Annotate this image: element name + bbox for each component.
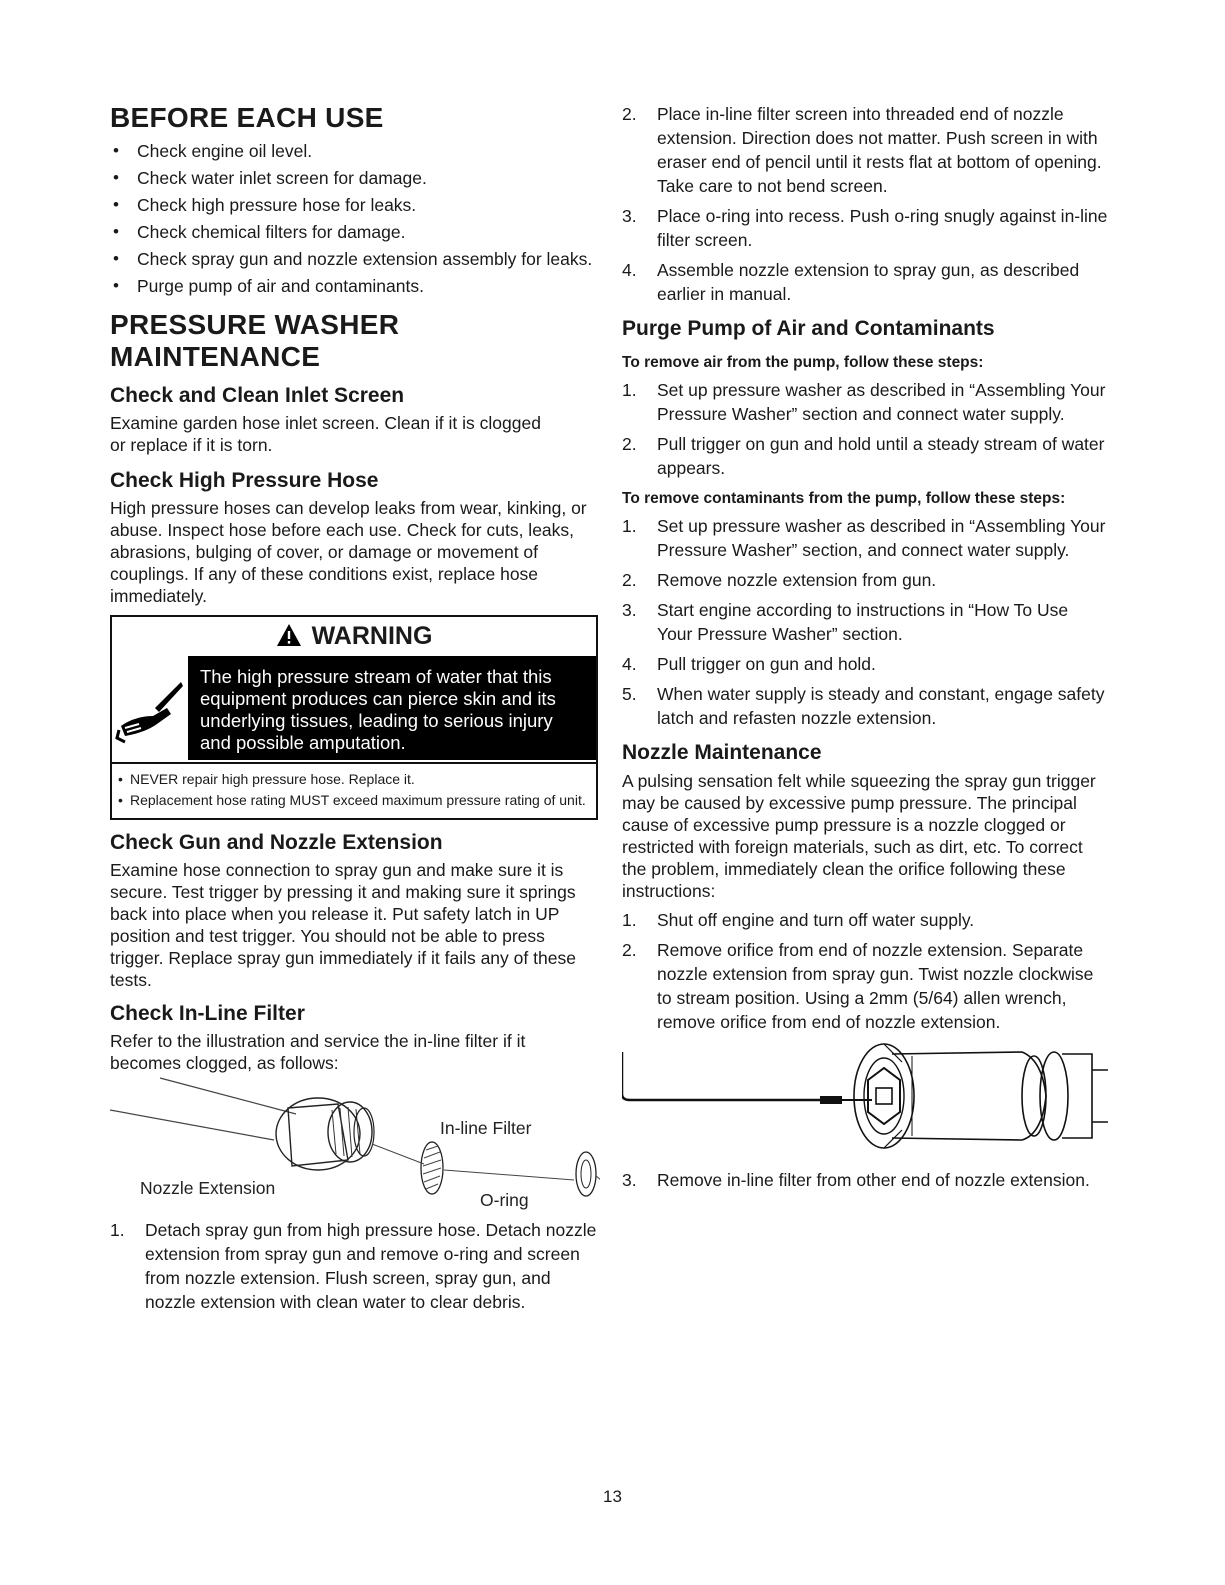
list-item: • Check water inlet screen for damage. bbox=[113, 168, 427, 188]
list-item: 3. Start engine according to instructions in “How To Use Your Pressure Washer” section. bbox=[622, 600, 1069, 644]
nozzle-orifice-diagram bbox=[622, 1040, 1108, 1158]
list-item: 4. Assemble nozzle extension to spray gun, as described earlier in manual. bbox=[622, 260, 1080, 304]
list-item: 3. Place o-ring into recess. Push o-ring snugly against in-line filter screen. bbox=[622, 206, 1108, 250]
list-item: 2. Place in-line filter screen into threaded end of nozzle extension. Direction does not matter. Push screen in with eraser end of pencil until it rests flat at bottom of opening. Take care to not bend screen. bbox=[622, 104, 1102, 196]
page-number: 13 bbox=[603, 1487, 622, 1506]
bullet-icon: • bbox=[113, 195, 119, 214]
inline-filter-illustration bbox=[110, 1074, 600, 1210]
warning-list-item: • Replacement hose rating MUST exceed maximum pressure rating of unit. bbox=[118, 792, 586, 808]
nozzle-maintenance-steps bbox=[622, 908, 1108, 1034]
warning-list bbox=[112, 762, 596, 818]
warning-box bbox=[110, 615, 598, 820]
inline-filter-steps bbox=[110, 1218, 600, 1314]
remove-air-steps bbox=[622, 378, 1108, 480]
list-item: 5. When water supply is steady and constant, engage safety latch and refasten nozzle extension. bbox=[622, 684, 1105, 728]
purge-pump-heading: Purge Pump of Air and Contaminants bbox=[622, 317, 995, 340]
injection-hazard-icon bbox=[112, 656, 188, 760]
inline-filter-heading: Check In-Line Filter bbox=[110, 1002, 305, 1025]
remove-air-subheading: To remove air from the pump, follow these steps: bbox=[622, 354, 984, 371]
gun-nozzle-text: Examine hose connection to spray gun and make sure it is secure. Test trigger by pressing it and making sure it springs back into place when you release it. Put safety latch in UP position and test trigger. You should not be able to press trigger. Replace spray gun immediately if it fails any of these tests. bbox=[110, 860, 576, 990]
inline-filter-text: Refer to the illustration and service the in-line filter if it becomes clogged, as follows: bbox=[110, 1031, 526, 1073]
bullet-icon: • bbox=[113, 249, 119, 268]
right-column bbox=[622, 96, 1108, 1198]
inlet-screen-heading: Check and Clean Inlet Screen bbox=[110, 384, 405, 407]
oring-label: O-ring bbox=[480, 1190, 529, 1210]
warning-triangle-icon bbox=[276, 622, 302, 656]
list-item: 1. Shut off engine and turn off water supply. bbox=[622, 910, 975, 930]
bullet-icon: • bbox=[118, 792, 123, 808]
nozzle-extension-label: Nozzle Extension bbox=[140, 1178, 276, 1198]
warning-body bbox=[112, 656, 596, 760]
nozzle-maintenance-steps-continued bbox=[622, 1168, 1108, 1192]
list-item: 1. Set up pressure washer as described in “Assembling Your Pressure Washer” section and connect water supply. bbox=[622, 380, 1106, 424]
maintenance-heading: PRESSURE WASHER MAINTENANCE bbox=[110, 309, 400, 372]
list-item: 4. Pull trigger on gun and hold. bbox=[622, 654, 876, 674]
inline-filter-label: In-line Filter bbox=[440, 1118, 532, 1138]
high-pressure-hose-text: High pressure hoses can develop leaks from wear, kinking, or abuse. Inspect hose before each use. Check for cuts, leaks, abrasions, bulging of cover, or damage or movement of couplings. If any of these conditions exist, replace hose immediately. bbox=[110, 498, 587, 606]
bullet-icon: • bbox=[118, 771, 123, 787]
bullet-icon: • bbox=[113, 276, 119, 295]
inline-filter-steps-continued bbox=[622, 102, 1108, 306]
gun-nozzle-heading: Check Gun and Nozzle Extension bbox=[110, 831, 443, 854]
list-item: • Check chemical filters for damage. bbox=[113, 222, 406, 242]
warning-list-item: • NEVER repair high pressure hose. Replace it. bbox=[118, 771, 415, 787]
list-item: 3. Remove in-line filter from other end of nozzle extension. bbox=[622, 1170, 1090, 1190]
warning-title: WARNING bbox=[112, 617, 596, 656]
list-item: 1. Set up pressure washer as described in “Assembling Your Pressure Washer” section, and connect water supply. bbox=[622, 516, 1106, 560]
list-item: • Check engine oil level. bbox=[113, 141, 313, 161]
nozzle-maintenance-text: A pulsing sensation felt while squeezing the spray gun trigger may be caused by excessive pump pressure. The principal cause of excessive pump pressure is a nozzle clogged or restricted with foreign materials, such as dirt, etc. To correct the problem, immediately clean the orifice following these instructions: bbox=[622, 771, 1096, 901]
warning-text: The high pressure stream of water that this equipment produces can pierce skin and its underlying tissues, leading to serious injury and possible amputation. bbox=[188, 656, 596, 760]
list-item: 2. Remove nozzle extension from gun. bbox=[622, 570, 937, 590]
before-each-use-heading: BEFORE EACH USE bbox=[110, 102, 384, 133]
list-item: 2. Remove orifice from end of nozzle extension. Separate nozzle extension from spray gun. Twist nozzle clockwise to stream position. Using a 2mm (5/64) allen wrench, remove orifice from end of nozzle extension. bbox=[622, 940, 1094, 1032]
list-item: • Check high pressure hose for leaks. bbox=[113, 195, 417, 215]
list-item: 2. Pull trigger on gun and hold until a steady stream of water appears. bbox=[622, 434, 1105, 478]
bullet-icon: • bbox=[113, 222, 119, 241]
high-pressure-hose-heading: Check High Pressure Hose bbox=[110, 469, 379, 492]
list-item: • Check spray gun and nozzle extension assembly for leaks. bbox=[113, 249, 593, 269]
left-column bbox=[110, 96, 600, 1320]
before-each-use-list bbox=[110, 140, 600, 297]
nozzle-orifice-illustration bbox=[622, 1040, 1108, 1158]
nozzle-maintenance-heading: Nozzle Maintenance bbox=[622, 741, 822, 764]
list-item: • Purge pump of air and contaminants. bbox=[113, 276, 424, 296]
remove-contaminants-steps bbox=[622, 514, 1108, 730]
remove-contaminants-subheading: To remove contaminants from the pump, follow these steps: bbox=[622, 490, 1066, 507]
bullet-icon: • bbox=[113, 141, 119, 160]
list-item: 1. Detach spray gun from high pressure hose. Detach nozzle extension from spray gun and remove o-ring and screen from nozzle extension. Flush screen, spray gun, and nozzle extension with clean water to clear debris. bbox=[110, 1220, 597, 1312]
inlet-screen-text: Examine garden hose inlet screen. Clean if it is clogged or replace if it is torn. bbox=[110, 413, 541, 455]
bullet-icon: • bbox=[113, 168, 119, 187]
